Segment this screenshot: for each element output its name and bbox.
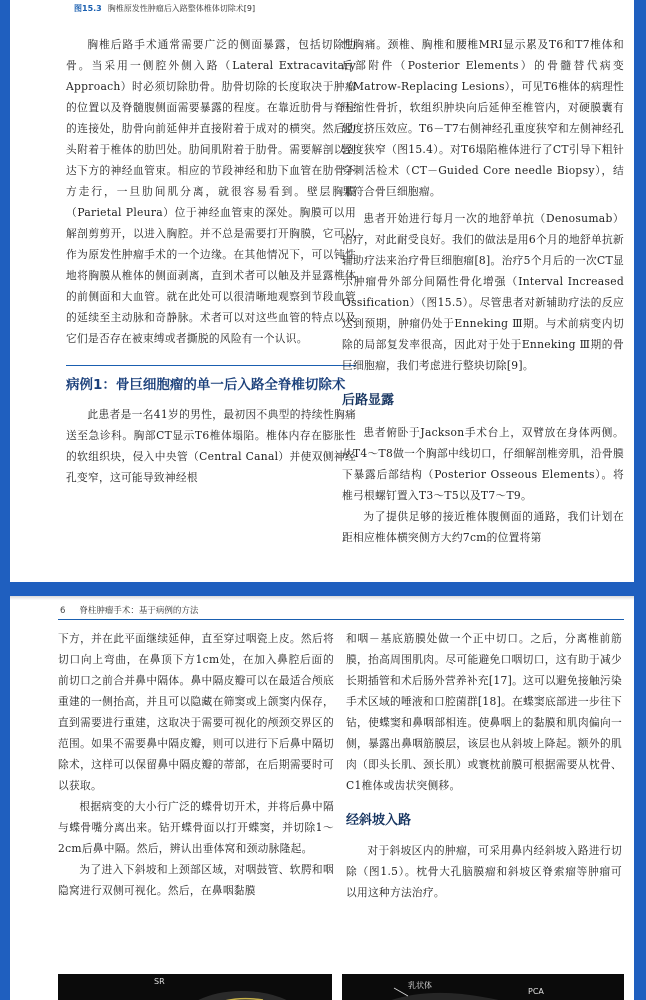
paragraph: 胸椎后路手术通常需要广泛的侧面暴露，包括切除肋骨。当采用一侧腔外侧入路（Lateral Extracavitary Approach）时必须切除肋骨。肋骨切除的长度取决于肿瘤的位置以及脊髓腹侧面需要暴露的程度。在靠近肋骨与脊柱的连接处，肋骨向前延伸并直接附着于成对的横突。然后肋头附着于椎体的肋凹处。肋间肌附着于肋骨。需要解剖以到达下方的神经血管束。相应的节段神经和肋下血管在肋骨下方走行，一旦肋间肌分离，就很容易看到。壁层胸膜（Parietal Pleura）位于神经血管束的深处。胸膜可以用解剖剪剪开，以进入胸腔。并不总是需要打开胸膜，它可以作为原发性肿瘤手术的一个边缘。在其他情况下，可以钝性地将胸膜从椎体的侧面剥离，直到术者可以触及并显露椎体的前侧面和大血管。就在此处可以很清晰地观察到节段血管的延续至主动脉和奇静脉。术者可以对这些血管的特点以及它们是否存在被束缚或者撕脱的风险有一个认识。 bbox=[66, 38, 356, 345]
paragraph: 患者俯卧于Jackson手术台上，双臂放在身体两侧。从T4～T8做一个胸部中线切口，仔细解剖椎旁肌，沿骨膜下暴露后部结构（Posterior Osseous Elements）。将椎弓根螺钉置入T3～T5以及T7～T9。 bbox=[342, 426, 624, 502]
right-column bbox=[346, 628, 622, 903]
right-column bbox=[342, 34, 624, 548]
paragraph: 此患者是一名41岁的男性，最初因不典型的持续性胸痛送至急诊科。胸部CT显示T6椎体塌陷。椎体内存在膨胀性的软组织块，侵入中央管（Central Canal）并使双侧神经孔变窄，这可能导致神经根 bbox=[66, 408, 356, 484]
page-shadow bbox=[10, 596, 634, 600]
paragraph: 对于斜坡区内的肿瘤，可采用鼻内经斜坡入路进行切除（图1.5）。枕骨大孔脑膜瘤和斜坡区脊索瘤等肿瘤可以用这种方法治疗。 bbox=[346, 844, 622, 899]
figure-image-left bbox=[58, 974, 332, 1000]
page-number: 6 bbox=[60, 606, 66, 616]
figure-caption bbox=[74, 3, 255, 14]
paragraph: 根据病变的大小行广泛的蝶骨切开术，并将后鼻中隔与蝶骨嘴分离出来。钻开蝶骨面以打开蝶窦，并切除1～2cm后鼻中隔。然后，辨认出垂体窝和颈动脉隆起。 bbox=[58, 800, 334, 855]
bottom-page bbox=[10, 596, 634, 1000]
section-title: 经斜坡入路 bbox=[346, 813, 412, 828]
running-header bbox=[60, 604, 198, 616]
figure-label-sr: SR bbox=[154, 977, 165, 986]
paragraph: 患者开始进行每月一次的地舒单抗（Denosumab）治疗，对此耐受良好。我们的做法是用6个月的地舒单抗新辅助疗法来治疗骨巨细胞瘤[8]。治疗5个月后的一次CT显示肿瘤骨外部分间隔性骨化增强（Interval Increased Ossification）（图15.5）。尽管患者对新辅助疗法的反应达到预期，肿瘤仍处于Enneking Ⅲ期。与术前病变内切除的局部复发率很高，因此对于处于Enneking Ⅲ期的骨巨细胞瘤，我们考虑进行整块切除[9]。 bbox=[342, 212, 624, 372]
figure-label-mastoid: 乳状体 bbox=[408, 981, 432, 990]
figure-image-right bbox=[342, 974, 624, 1000]
paragraph: 下方，并在此平面继续延伸，直至穿过咽瓷上皮。然后将切口向上弯曲，在鼻顶下方1cm处，在加入鼻腔后面的前切口之前合并鼻中隔体。鼻中隔皮瓣可以在最适合颅底重建的一侧抬高，并且可以隐藏在筛窦或上颌窦内保存，直到需要进行重建，这取决于需要可视化的颅颈交界区的范围。如果不需要鼻中隔皮瓣，则可以进行下后鼻中隔切除术，这样可以保留鼻中隔皮瓣的蒂部，在后期需要时可以获取。 bbox=[58, 632, 334, 792]
header-divider bbox=[58, 619, 624, 620]
paragraph: 为了提供足够的接近椎体腹侧面的通路，我们计划在距相应椎体横突侧方大约7cm的位置将第 bbox=[342, 510, 624, 544]
top-page bbox=[10, 0, 634, 582]
left-column bbox=[66, 34, 356, 488]
case-divider bbox=[66, 365, 356, 366]
running-header-text: 脊柱肿瘤手术：基于病例的方法 bbox=[79, 606, 199, 616]
figure-caption-text: 胸椎原发性肿瘤后入路整体椎体切除术[9] bbox=[107, 4, 256, 13]
figure-number: 图15.3 bbox=[74, 4, 102, 13]
paragraph: 和咽－基底筋膜处做一个正中切口。之后，分离椎前筋膜，抬高周围肌肉。尽可能避免口咽切口，这有助于减少长期插管和术后肠外营养补充[17]。这可以避免接触污染手术区域的唾液和口腔菌群[18]。在蝶窦底部进一步往下钻，使蝶窦和鼻咽部相连。使鼻咽上的黏膜和肌肉偏向一侧，暴露出鼻咽筋膜层，该层也从斜坡上降起。额外的肌肉（即头长肌、颈长肌）或寰枕前膜可根据需要从枕骨、C1椎体或齿状突侧移。 bbox=[346, 632, 622, 792]
case-title: 病例1：骨巨细胞瘤的单一后入路全脊椎切除术 bbox=[66, 377, 346, 393]
figure-label-pca: PCA bbox=[528, 987, 544, 996]
paragraph: 为了进入下斜坡和上颈部区域，对咽鼓管、软腭和咽隐窝进行双侧可视化。然后，在鼻咽黏膜 bbox=[58, 863, 334, 897]
left-column bbox=[58, 628, 334, 901]
paragraph: 性胸痛。颈椎、胸椎和腰椎MRI显示累及T6和T7椎体和后部附件（Posterior Elements）的骨髓替代病变（Matrow-Replacing Lesions），可见T6椎体的病理性压缩性骨折，软组织肿块向后延伸至椎管内，对硬膜囊有轻度挤压效应。T6－T7右侧神经孔重度狭窄和左侧神经孔轻度狭窄（图15.4）。对T6塌陷椎体进行了CT引导下粗针穿刺活检术（CT－Guided Core needle Biopsy），结果符合骨巨细胞瘤。 bbox=[342, 38, 624, 198]
section-title: 后路显露 bbox=[342, 393, 395, 408]
